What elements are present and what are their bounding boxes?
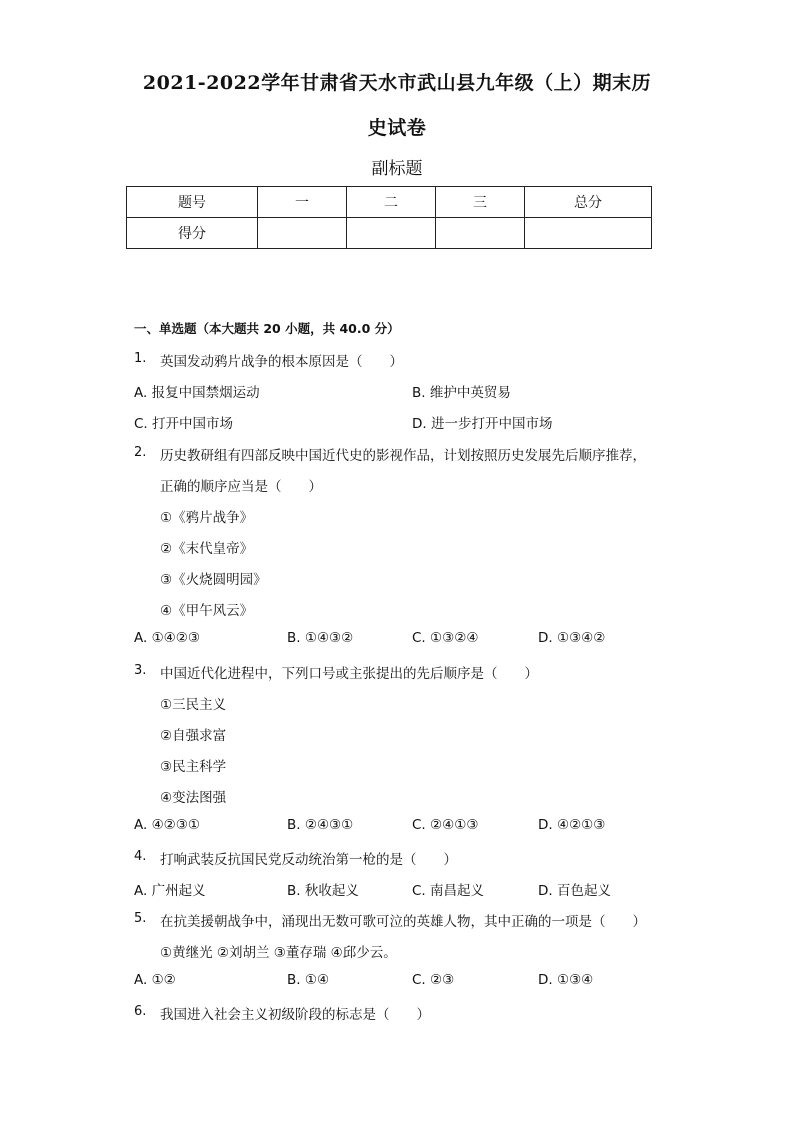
option-c: C. ②③ bbox=[412, 972, 455, 988]
question-stem: 打响武装反抗国民党反动统治第一枪的是（ ） bbox=[160, 852, 457, 868]
option-a: A. ①② bbox=[134, 972, 176, 988]
score-cell bbox=[436, 218, 525, 249]
exam-title-line2: 史试卷 bbox=[367, 117, 427, 139]
exam-subtitle: 副标题 bbox=[371, 159, 423, 179]
question-item: ①《鸦片战争》 bbox=[160, 510, 254, 526]
question-stem-continued: ①黄继光 ②刘胡兰 ③董存瑞 ④邱少云。 bbox=[160, 945, 397, 961]
option-d: D. 百色起义 bbox=[538, 883, 611, 899]
option-a: A. 报复中国禁烟运动 bbox=[134, 385, 260, 401]
option-c: C. 打开中国市场 bbox=[134, 416, 234, 432]
option-b: B. 维护中英贸易 bbox=[412, 385, 511, 401]
question-item: ④《甲午风云》 bbox=[160, 603, 254, 619]
question-stem: 中国近代化进程中，下列口号或主张提出的先后顺序是（ ） bbox=[160, 666, 538, 682]
score-cell: 得分 bbox=[127, 218, 258, 249]
option-c: C. ②④①③ bbox=[412, 817, 479, 833]
question-number: 5. bbox=[134, 911, 147, 926]
score-cell: 三 bbox=[436, 187, 525, 218]
score-table bbox=[126, 186, 652, 249]
option-b: B. ①④③② bbox=[287, 630, 354, 646]
question-item: ②《末代皇帝》 bbox=[160, 541, 254, 557]
section-heading: 一、单选题（本大题共 20 小题，共 40.0 分） bbox=[134, 321, 400, 336]
question-stem: 历史教研组有四部反映中国近代史的影视作品，计划按照历史发展先后顺序推荐， bbox=[160, 448, 646, 464]
question-stem: 英国发动鸦片战争的根本原因是（ ） bbox=[160, 354, 403, 370]
question-number: 1. bbox=[134, 351, 147, 366]
score-cell bbox=[258, 218, 347, 249]
question-item: ①三民主义 bbox=[160, 697, 227, 713]
score-cell bbox=[525, 218, 652, 249]
score-cell: 总分 bbox=[525, 187, 652, 218]
question-number: 6. bbox=[134, 1004, 147, 1019]
question-number: 3. bbox=[134, 663, 147, 678]
option-c: C. 南昌起义 bbox=[412, 883, 485, 899]
option-a: A. 广州起义 bbox=[134, 883, 206, 899]
option-b: B. 秋收起义 bbox=[287, 883, 359, 899]
option-d: D. 进一步打开中国市场 bbox=[412, 416, 553, 432]
question-item: ③《火烧圆明园》 bbox=[160, 572, 267, 588]
option-b: B. ①④ bbox=[287, 972, 330, 988]
question-item: ④变法图强 bbox=[160, 790, 227, 806]
score-cell bbox=[347, 218, 436, 249]
option-a: A. ①④②③ bbox=[134, 630, 200, 646]
option-a: A. ④②③① bbox=[134, 817, 200, 833]
exam-title-line1: 2021-2022学年甘肃省天水市武山县九年级（上）期末历 bbox=[142, 72, 652, 94]
question-stem-continued: 正确的顺序应当是（ ） bbox=[160, 479, 322, 495]
option-c: C. ①③②④ bbox=[412, 630, 479, 646]
option-b: B. ②④③① bbox=[287, 817, 354, 833]
question-number: 4. bbox=[134, 849, 147, 864]
question-item: ②自强求富 bbox=[160, 728, 227, 744]
question-item: ③民主科学 bbox=[160, 759, 227, 775]
option-d: D. ①③④② bbox=[538, 630, 606, 646]
score-cell: 一 bbox=[258, 187, 347, 218]
question-stem: 在抗美援朝战争中，涌现出无数可歌可泣的英雄人物，其中正确的一项是（ ） bbox=[160, 914, 646, 930]
question-number: 2. bbox=[134, 445, 147, 460]
score-table-header-row bbox=[127, 187, 652, 218]
option-d: D. ④②①③ bbox=[538, 817, 606, 833]
option-d: D. ①③④ bbox=[538, 972, 594, 988]
score-cell: 二 bbox=[347, 187, 436, 218]
score-cell: 题号 bbox=[127, 187, 258, 218]
question-stem: 我国进入社会主义初级阶段的标志是（ ） bbox=[160, 1007, 430, 1023]
score-table-score-row bbox=[127, 218, 652, 249]
